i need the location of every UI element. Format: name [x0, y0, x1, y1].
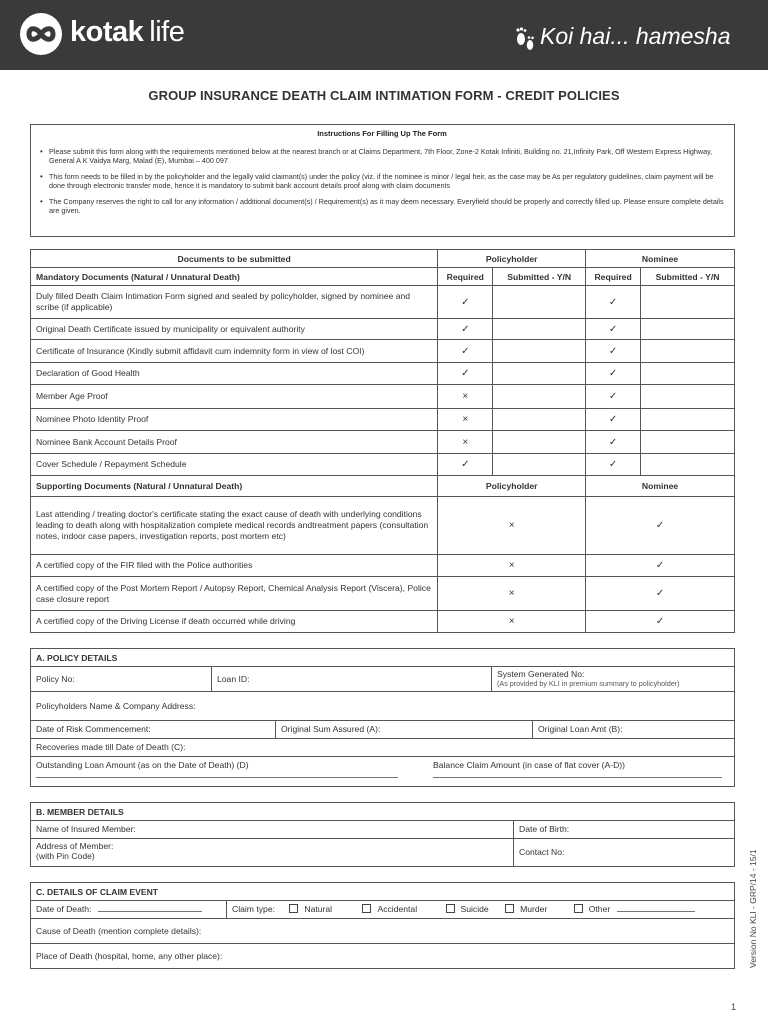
loan-id-label: Loan ID:	[217, 674, 250, 684]
version-number: Version No KLI - GRP/14 - 15/1	[748, 849, 758, 968]
option-label: Natural	[304, 904, 333, 914]
supporting-heading: Supporting Documents (Natural / Unnatural Death)	[31, 476, 438, 497]
loan-amt-field[interactable]	[533, 721, 735, 738]
policyholder-required-mark: ×	[438, 611, 586, 633]
system-no-label: System Generated No:	[497, 669, 585, 679]
date-of-death-label: Date of Death:	[36, 904, 92, 914]
table-row	[31, 409, 735, 431]
table-header-row	[31, 250, 735, 268]
header-bar	[0, 0, 768, 70]
document-label: Declaration of Good Health	[31, 363, 438, 385]
policyholder-required-mark: ×	[438, 555, 586, 577]
sum-assured-field[interactable]	[276, 721, 531, 738]
document-label: Certificate of Insurance (Kindly submit affidavit cum indemnity form in view of lost COI)	[31, 340, 438, 363]
instruction-item: • The Company reserves the right to call for any information / additional document(s) / Requirement(s) as it may deem necessary. Everyfield should be properly and correctly filled up. Please ensure complete details are given.	[40, 197, 724, 215]
dob-label: Date of Birth:	[519, 824, 570, 834]
policyholder-required-mark: ×	[438, 409, 493, 431]
place-of-death-field[interactable]	[30, 944, 735, 969]
instructions-box	[30, 124, 735, 237]
policyholder-submitted-field[interactable]	[493, 340, 586, 363]
policyholder-required-mark: ✓	[438, 454, 493, 476]
loan-id-field[interactable]	[212, 667, 490, 691]
policy-no-field[interactable]	[31, 667, 211, 691]
recoveries-label: Recoveries made till Date of Death (C):	[36, 742, 186, 752]
option-label: Accidental	[377, 904, 418, 914]
table-row	[31, 555, 735, 577]
other-line	[617, 904, 695, 912]
policyholder-required-mark: ✓	[438, 340, 493, 363]
balance-field[interactable]	[428, 757, 728, 786]
document-label: Original Death Certificate issued by municipality or equivalent authority	[31, 319, 438, 340]
risk-date-label: Date of Risk Commencement:	[36, 724, 151, 734]
required-header: Required	[586, 268, 641, 286]
contact-field[interactable]	[514, 839, 735, 866]
checkbox-icon	[289, 904, 298, 913]
member-pin-label: (with Pin Code)	[36, 851, 95, 861]
table-row	[31, 319, 735, 340]
nominee-submitted-field[interactable]	[641, 340, 735, 363]
submitted-header: Submitted - Y/N	[641, 268, 735, 286]
section-heading: B. MEMBER DETAILS	[30, 802, 735, 821]
nominee-submitted-field[interactable]	[641, 363, 735, 385]
documents-table	[30, 249, 735, 633]
contact-label: Contact No:	[519, 847, 565, 857]
document-label: Nominee Bank Account Details Proof	[31, 431, 438, 454]
policyholder-required-mark: ✓	[438, 286, 493, 319]
document-label: Member Age Proof	[31, 385, 438, 409]
brand-name	[70, 16, 184, 49]
docs-header: Documents to be submitted	[31, 250, 438, 268]
nominee-required-mark: ✓	[586, 577, 735, 611]
system-no-note: (As provided by KLI in premium summary to policyholder)	[497, 679, 680, 688]
table-row	[31, 454, 735, 476]
member-row-2	[30, 839, 735, 867]
policy-no-label: Policy No:	[36, 674, 75, 684]
policyholder-header: Policyholder	[438, 250, 586, 268]
checkbox-icon	[446, 904, 455, 913]
table-row	[31, 286, 735, 319]
policyholder-submitted-field[interactable]	[493, 431, 586, 454]
footprints-icon	[512, 24, 538, 52]
tagline: Koi hai... hamesha	[540, 23, 731, 49]
option-label: Suicide	[460, 904, 489, 914]
member-name-field[interactable]	[31, 821, 513, 838]
brand-bold: kotak	[70, 16, 144, 48]
policy-row-5	[30, 757, 735, 787]
sum-assured-label: Original Sum Assured (A):	[281, 724, 381, 734]
table-row	[31, 431, 735, 454]
outstanding-label: Outstanding Loan Amount (as on the Date of Death) (D)	[36, 760, 249, 770]
nominee-required-mark: ✓	[586, 385, 641, 409]
claim-type-murder-checkbox[interactable]	[505, 904, 547, 914]
section-heading: A. POLICY DETAILS	[30, 648, 735, 667]
policyholder-header: Policyholder	[438, 476, 586, 497]
nominee-submitted-field[interactable]	[641, 319, 735, 340]
table-header-row	[31, 476, 735, 497]
checkbox-icon	[505, 904, 514, 913]
table-row	[31, 340, 735, 363]
policyholder-submitted-field[interactable]	[493, 454, 586, 476]
nominee-required-mark: ✓	[586, 286, 641, 319]
mandatory-heading: Mandatory Documents (Natural / Unnatural Death)	[31, 268, 438, 286]
member-name-label: Name of Insured Member:	[36, 824, 136, 834]
table-row	[31, 363, 735, 385]
table-row	[31, 611, 735, 633]
instructions-list	[40, 147, 724, 215]
instruction-item: • This form needs to be filled in by the policyholder and the legally valid claimant(s) under the policy (viz. if the nominee is minor / legal heir, as the case may be As per regulatory guidelines, claim payment will be done through electronic transfer mode, hence it is mandatory to submit bank account details proof along with claim documents	[40, 172, 724, 190]
instructions-heading: Instructions For Filling Up The Form	[317, 129, 447, 138]
nominee-required-mark: ✓	[586, 431, 641, 454]
date-of-death-line	[98, 904, 202, 912]
nominee-required-mark: ✓	[586, 319, 641, 340]
document-label: Last attending / treating doctor's certificate stating the exact cause of death with underlying conditions leading to death along with hospitalization complete medical records andtreatment papers (consultation notes, indoor case papers, investigation reports, post mortem etc)	[31, 497, 438, 555]
document-label: A certified copy of the Driving License if death occurred while driving	[31, 611, 438, 633]
document-label: Cover Schedule / Repayment Schedule	[31, 454, 438, 476]
policyholder-submitted-field[interactable]	[493, 363, 586, 385]
policyholder-submitted-field[interactable]	[493, 286, 586, 319]
nominee-submitted-field[interactable]	[641, 286, 735, 319]
nominee-required-mark: ✓	[586, 555, 735, 577]
instruction-item: • Please submit this form along with the requirements mentioned below at the nearest branch or at Claims Department, 7th Floor, Zone-2 Kotak Infiniti, Building no. 21,Infinity Park, Off Western Express Highway, General A K Vaidya Marg, Malad (E), Mumbai – 400 097	[40, 147, 724, 165]
policyholder-required-mark: ×	[438, 577, 586, 611]
policyholder-submitted-field[interactable]	[493, 319, 586, 340]
policyholder-required-mark: ✓	[438, 363, 493, 385]
risk-date-field[interactable]	[31, 721, 275, 738]
claim-type-other-checkbox[interactable]	[574, 904, 611, 914]
policyholder-required-mark: ×	[438, 497, 586, 555]
policy-row-1	[30, 667, 735, 692]
policyholder-required-mark: ×	[438, 385, 493, 409]
outstanding-line	[36, 770, 398, 778]
policyholder-required-mark: ✓	[438, 319, 493, 340]
document-label: A certified copy of the Post Mortem Report / Autopsy Report, Chemical Analysis Report (Viscera), Police case closure report	[31, 577, 438, 611]
cause-of-death-label: Cause of Death (mention complete details):	[36, 926, 202, 936]
table-row	[31, 497, 735, 555]
document-label: A certified copy of the FIR filed with the Police authorities	[31, 555, 438, 577]
outstanding-field[interactable]	[31, 757, 411, 786]
claim-type-group	[227, 901, 735, 918]
policyholder-submitted-field[interactable]	[493, 409, 586, 431]
claim-type-natural-checkbox[interactable]	[289, 904, 332, 914]
nominee-header: Nominee	[586, 250, 735, 268]
form-title: GROUP INSURANCE DEATH CLAIM INTIMATION FORM - CREDIT POLICIES	[148, 88, 620, 103]
document-label: Duly filled Death Claim Intimation Form signed and sealed by policyholder, signed by nominee and scribe (if applicable)	[31, 286, 438, 319]
claim-type-suicide-checkbox[interactable]	[446, 904, 489, 914]
place-of-death-label: Place of Death (hospital, home, any other place):	[36, 951, 223, 961]
member-address-field[interactable]	[31, 839, 513, 866]
brand-light: life	[149, 16, 185, 48]
checkbox-icon	[574, 904, 583, 913]
option-label: Murder	[520, 904, 548, 914]
claim-row-1	[30, 901, 735, 919]
loan-amt-label: Original Loan Amt (B):	[538, 724, 623, 734]
policyholder-name-label: Policyholders Name & Company Address:	[36, 701, 196, 711]
balance-line	[433, 770, 722, 778]
required-header: Required	[438, 268, 493, 286]
policyholder-required-mark: ×	[438, 431, 493, 454]
document-label: Nominee Photo Identity Proof	[31, 409, 438, 431]
table-header-row	[31, 268, 735, 286]
nominee-header: Nominee	[586, 476, 735, 497]
balance-label: Balance Claim Amount (in case of flat cover (A-D))	[433, 760, 625, 770]
nominee-submitted-field[interactable]	[641, 385, 735, 409]
option-label: Other	[588, 904, 611, 914]
nominee-required-mark: ✓	[586, 497, 735, 555]
section-heading: C. DETAILS OF CLAIM EVENT	[30, 882, 735, 901]
recoveries-field[interactable]	[30, 739, 735, 757]
kotak-infinity-logo-icon	[20, 13, 62, 55]
table-row	[31, 577, 735, 611]
page-number: 1	[731, 1002, 737, 1012]
policy-row-3	[30, 721, 735, 739]
member-row-1	[30, 821, 735, 839]
checkbox-icon	[362, 904, 371, 913]
policyholder-submitted-field[interactable]	[493, 385, 586, 409]
nominee-submitted-field[interactable]	[641, 431, 735, 454]
nominee-required-mark: ✓	[586, 611, 735, 633]
dob-field[interactable]	[514, 821, 735, 838]
system-no-field[interactable]	[492, 667, 735, 691]
nominee-required-mark: ✓	[586, 454, 641, 476]
submitted-header: Submitted - Y/N	[493, 268, 586, 286]
member-address-label: Address of Member:	[36, 841, 114, 851]
table-row	[31, 385, 735, 409]
policyholder-name-field[interactable]	[30, 692, 735, 721]
nominee-submitted-field[interactable]	[641, 454, 735, 476]
nominee-required-mark: ✓	[586, 409, 641, 431]
nominee-required-mark: ✓	[586, 340, 641, 363]
claim-type-label: Claim type:	[232, 904, 275, 914]
cause-of-death-field[interactable]	[30, 919, 735, 944]
claim-type-accidental-checkbox[interactable]	[362, 904, 417, 914]
date-of-death-field[interactable]	[31, 901, 226, 918]
nominee-submitted-field[interactable]	[641, 409, 735, 431]
nominee-required-mark: ✓	[586, 363, 641, 385]
